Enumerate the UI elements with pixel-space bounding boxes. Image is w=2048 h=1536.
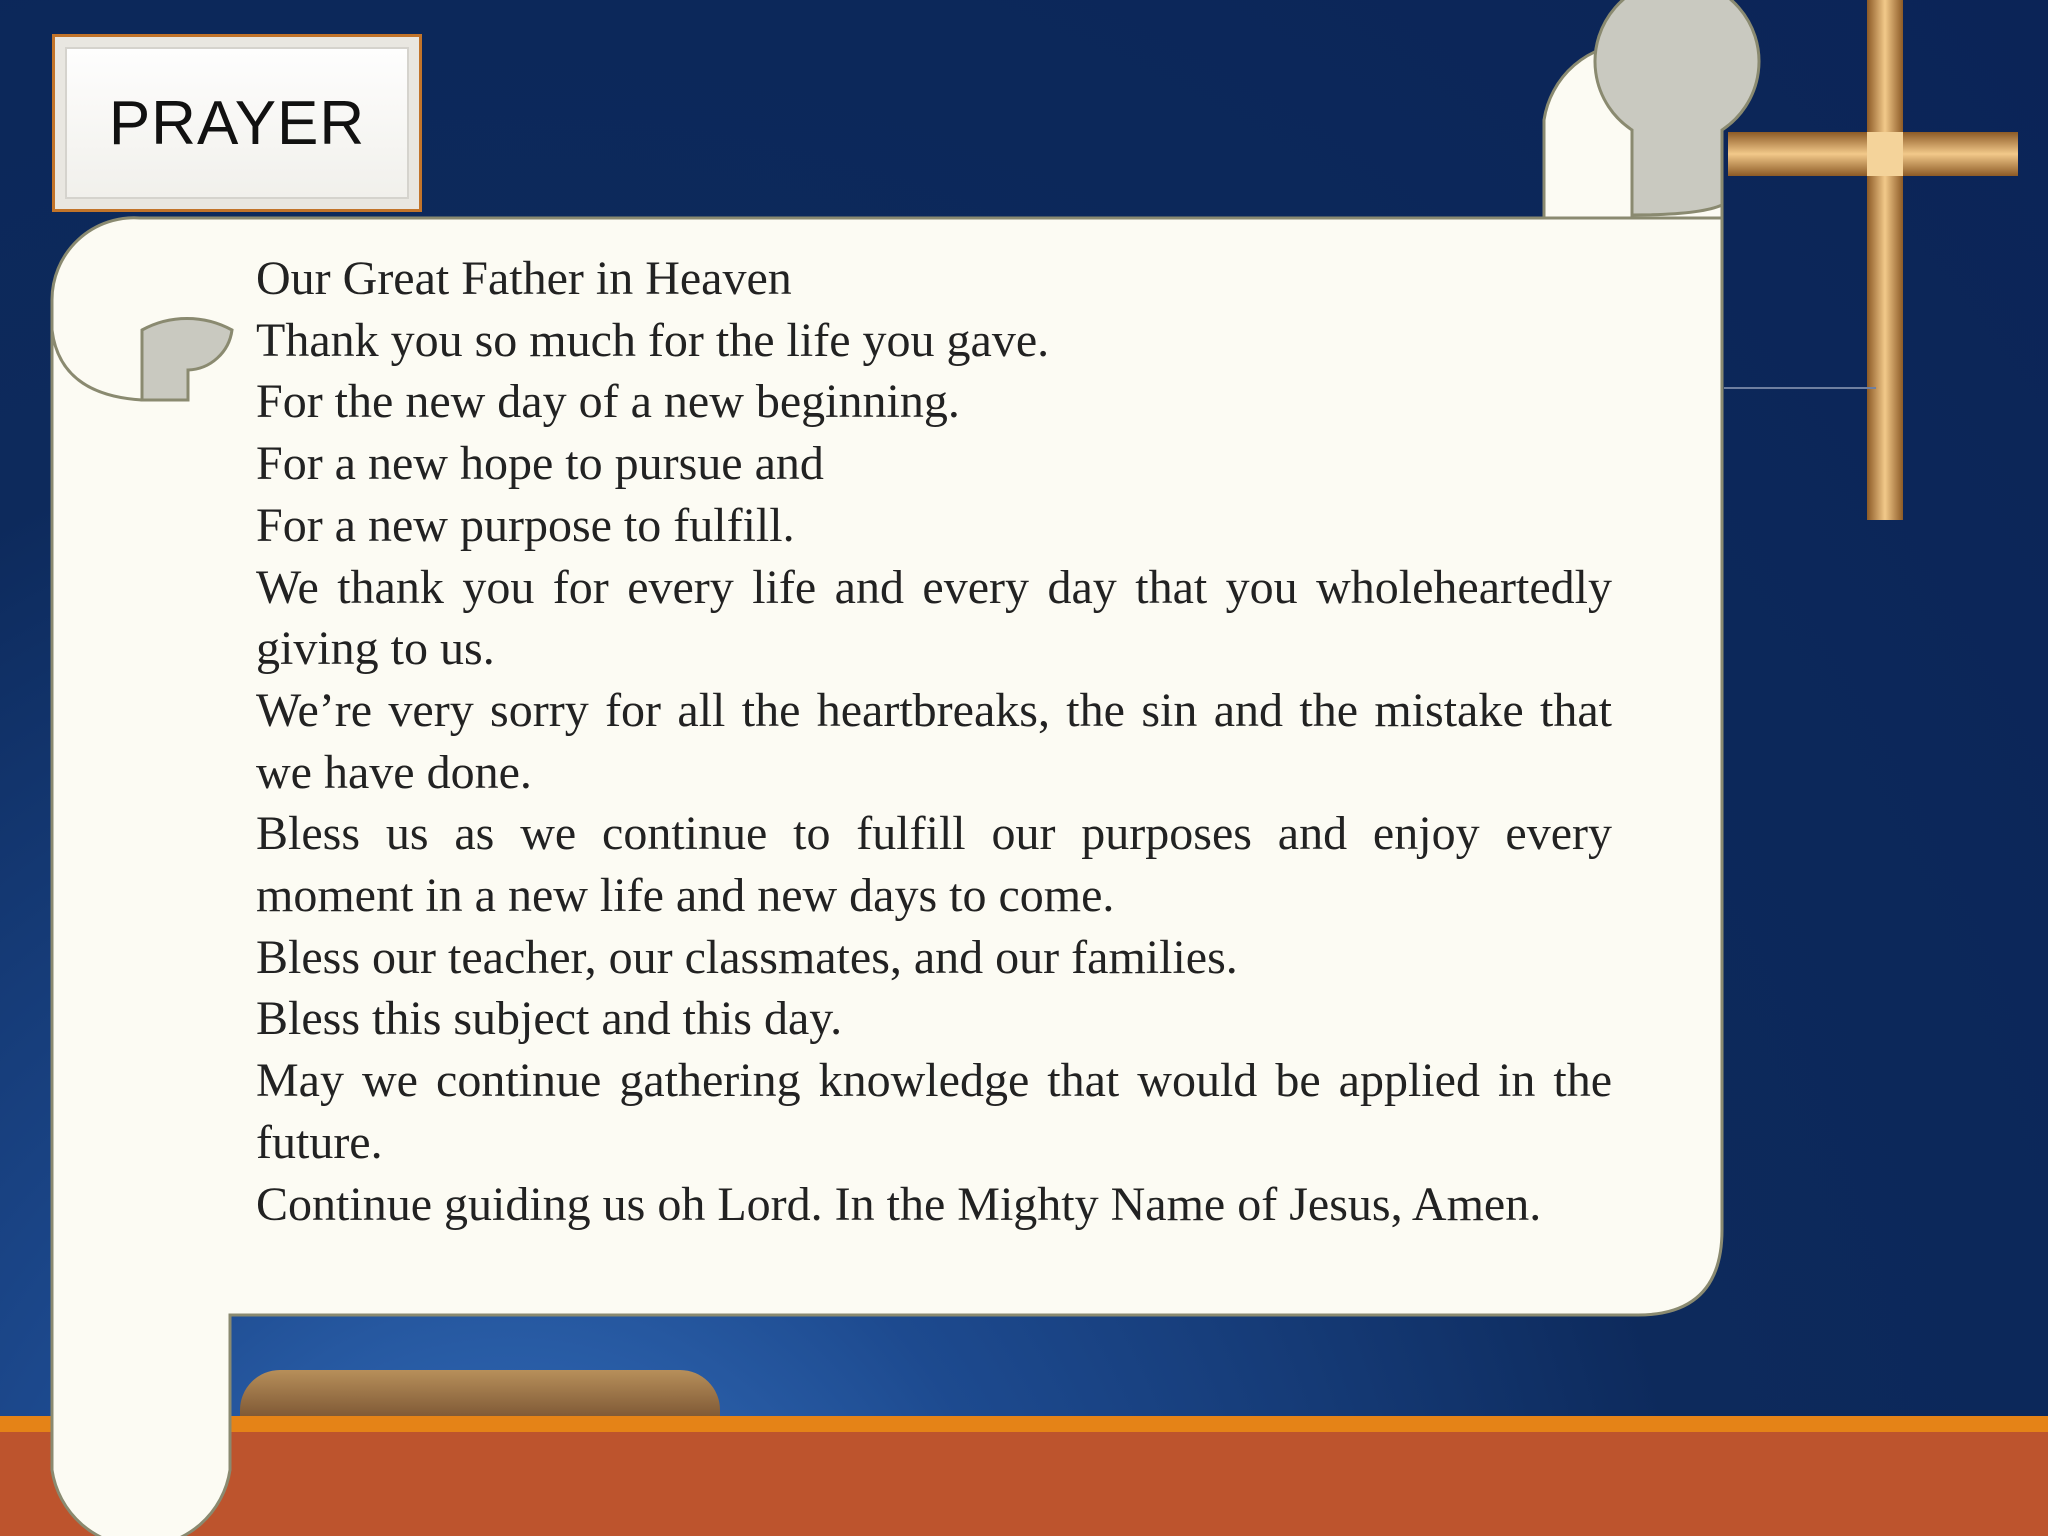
prayer-line: For the new day of a new beginning. [256,375,960,429]
prayer-line: Bless us as we continue to fulfill our purposes and enjoy every moment in a new life and new days to come. [256,807,1612,923]
prayer-line: Thank you so much for the life you gave. [256,313,1050,367]
prayer-line: We’re very sorry for all the heartbreaks, the sin and the mistake that we have done. [256,683,1612,799]
prayer-line: For a new hope to pursue and [256,437,824,491]
prayer-line: For a new purpose to fulfill. [256,498,795,552]
prayer-line: Continue guiding us oh Lord. In the Mighty Name of Jesus, Amen. [256,1177,1542,1231]
prayer-line: Bless this subject and this day. [256,992,843,1046]
prayer-line: May we continue gathering knowledge that would be applied in the future. [256,1054,1612,1169]
prayer-line: Our Great Father in Heaven [256,252,792,305]
prayer-line: We thank you for every life and every day that you wholeheartedly giving to us. [256,560,1612,676]
title-box [52,34,422,212]
prayer-line: Bless our teacher, our classmates, and our families. [256,930,1238,984]
prayer-text [256,248,1612,1235]
page-title: PRAYER [108,88,366,158]
